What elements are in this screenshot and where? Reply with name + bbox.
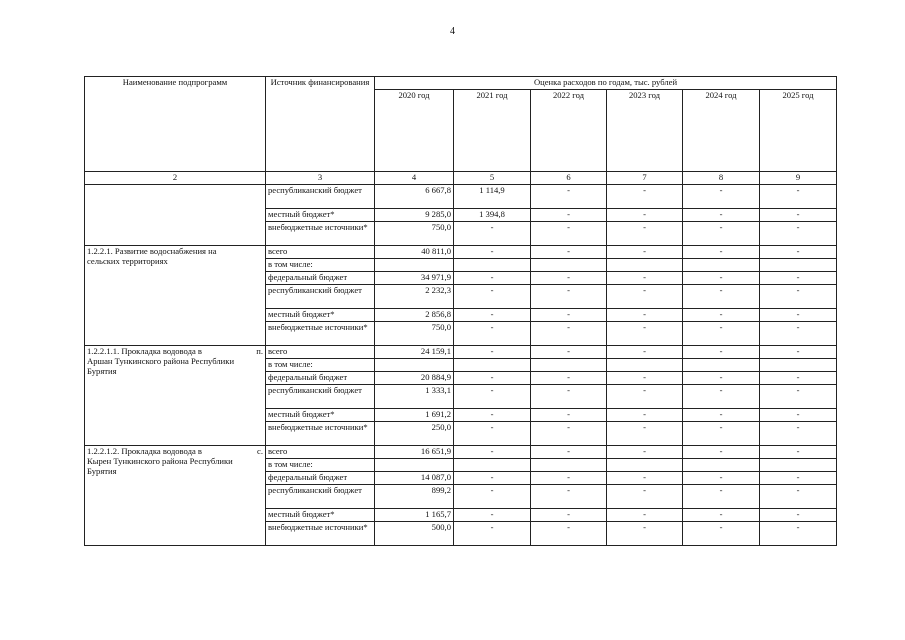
year-value-cell (607, 459, 683, 472)
year-value-cell: 1 691,2 (375, 409, 454, 422)
header-estimate-title: Оценка расходов по годам, тыс. рублей (375, 77, 837, 90)
year-value-cell (760, 259, 837, 272)
funding-source-cell: местный бюджет* (266, 409, 375, 422)
funding-source-cell: федеральный бюджет (266, 372, 375, 385)
year-value-cell (607, 259, 683, 272)
year-value-cell: - (454, 222, 531, 246)
year-value-cell: 24 159,1 (375, 346, 454, 359)
year-value-cell: - (607, 322, 683, 346)
year-value-cell: - (531, 372, 607, 385)
funding-source-cell: всего (266, 446, 375, 459)
funding-source-cell: в том числе: (266, 459, 375, 472)
funding-source-cell: республиканский бюджет (266, 385, 375, 409)
year-value-cell (683, 359, 760, 372)
year-value-cell: - (760, 485, 837, 509)
subprogram-name-cell (85, 446, 266, 546)
year-value-cell: - (454, 446, 531, 459)
year-value-cell: - (531, 322, 607, 346)
subprogram-name-settlement-prefix: п. (256, 346, 263, 356)
year-value-cell: - (760, 472, 837, 485)
year-value-cell: - (607, 222, 683, 246)
year-value-cell: 500,0 (375, 522, 454, 546)
funding-source-cell: внебюджетные источники* (266, 522, 375, 546)
year-value-cell (531, 259, 607, 272)
expense-table (84, 76, 837, 546)
year-value-cell: - (454, 422, 531, 446)
funding-source-cell: внебюджетные источники* (266, 322, 375, 346)
year-value-cell: - (607, 522, 683, 546)
column-number: 8 (683, 172, 760, 185)
year-value-cell: - (531, 285, 607, 309)
subprogram-name-rest: Кырен Тункинского района Республики Бурятия (87, 455, 233, 476)
year-value-cell: - (454, 485, 531, 509)
subprogram-name-cell (85, 246, 266, 346)
year-value-cell: 750,0 (375, 322, 454, 346)
year-value-cell: - (454, 385, 531, 409)
header-subprogram-name: Наименование подпрограмм (85, 77, 266, 172)
header-year: 2020 год (375, 90, 454, 172)
year-value-cell: - (454, 409, 531, 422)
table-row (85, 446, 837, 459)
subprogram-name: 1.2.2.1. Развитие водоснабжения на (87, 246, 217, 256)
year-value-cell: - (760, 272, 837, 285)
year-value-cell: - (607, 372, 683, 385)
year-value-cell: - (683, 385, 760, 409)
year-value-cell: - (760, 246, 837, 259)
year-value-cell: - (454, 309, 531, 322)
year-value-cell: 9 285,0 (375, 209, 454, 222)
year-value-cell (375, 259, 454, 272)
year-value-cell: - (454, 285, 531, 309)
year-value-cell: 14 087,0 (375, 472, 454, 485)
year-value-cell: - (531, 485, 607, 509)
page-number: 4 (450, 26, 455, 37)
year-value-cell: - (607, 385, 683, 409)
funding-source-cell: внебюджетные источники* (266, 422, 375, 446)
year-value-cell: - (607, 472, 683, 485)
year-value-cell: - (683, 472, 760, 485)
year-value-cell: - (760, 222, 837, 246)
year-value-cell: - (607, 446, 683, 459)
year-value-cell (531, 359, 607, 372)
funding-source-cell: республиканский бюджет (266, 185, 375, 209)
year-value-cell: - (531, 472, 607, 485)
column-number: 7 (607, 172, 683, 185)
year-value-cell (454, 359, 531, 372)
year-value-cell: - (683, 322, 760, 346)
year-value-cell: - (454, 272, 531, 285)
year-value-cell: - (531, 309, 607, 322)
table-row (85, 246, 837, 259)
year-value-cell: - (454, 322, 531, 346)
year-value-cell: - (683, 346, 760, 359)
year-value-cell: - (454, 472, 531, 485)
year-value-cell: - (683, 446, 760, 459)
header-year: 2024 год (683, 90, 760, 172)
year-value-cell: - (683, 372, 760, 385)
year-value-cell: - (760, 185, 837, 209)
year-value-cell: - (760, 409, 837, 422)
year-value-cell: - (454, 509, 531, 522)
year-value-cell: - (607, 309, 683, 322)
subprogram-name-cell (85, 185, 266, 246)
year-value-cell: - (607, 409, 683, 422)
year-value-cell: - (531, 522, 607, 546)
year-value-cell: - (607, 509, 683, 522)
subprogram-name: 1.2.2.1.1. Прокладка водовода в (87, 346, 202, 356)
year-value-cell: 250,0 (375, 422, 454, 446)
year-value-cell: - (683, 185, 760, 209)
year-value-cell (607, 359, 683, 372)
year-value-cell: - (607, 246, 683, 259)
year-value-cell: - (454, 522, 531, 546)
year-value-cell: - (760, 309, 837, 322)
table-row (85, 185, 837, 209)
year-value-cell: - (683, 309, 760, 322)
year-value-cell: - (683, 209, 760, 222)
column-number: 4 (375, 172, 454, 185)
table-row (85, 346, 837, 359)
column-number: 3 (266, 172, 375, 185)
funding-source-cell: республиканский бюджет (266, 485, 375, 509)
year-value-cell: - (683, 285, 760, 309)
funding-source-cell: федеральный бюджет (266, 472, 375, 485)
year-value-cell: - (531, 422, 607, 446)
funding-source-cell: республиканский бюджет (266, 285, 375, 309)
year-value-cell (760, 459, 837, 472)
year-value-cell: - (760, 346, 837, 359)
year-value-cell: - (683, 522, 760, 546)
year-value-cell: - (607, 485, 683, 509)
year-value-cell: - (683, 422, 760, 446)
year-value-cell: - (607, 422, 683, 446)
year-value-cell: - (531, 446, 607, 459)
header-year: 2022 год (531, 90, 607, 172)
year-value-cell: - (531, 222, 607, 246)
year-value-cell: 34 971,9 (375, 272, 454, 285)
header-funding-source: Источник финансирования (266, 77, 375, 172)
year-value-cell: 1 394,8 (454, 209, 531, 222)
year-value-cell: 1 165,7 (375, 509, 454, 522)
year-value-cell: - (760, 209, 837, 222)
year-value-cell (375, 459, 454, 472)
table-body (85, 185, 837, 546)
column-number: 6 (531, 172, 607, 185)
year-value-cell: 750,0 (375, 222, 454, 246)
year-value-cell: - (760, 422, 837, 446)
year-value-cell: 16 651,9 (375, 446, 454, 459)
year-value-cell (531, 459, 607, 472)
header-year: 2023 год (607, 90, 683, 172)
year-value-cell: - (531, 409, 607, 422)
header-year: 2021 год (454, 90, 531, 172)
year-value-cell: - (760, 322, 837, 346)
year-value-cell: - (683, 272, 760, 285)
funding-source-cell: местный бюджет* (266, 209, 375, 222)
year-value-cell: - (454, 372, 531, 385)
funding-source-cell: в том числе: (266, 259, 375, 272)
year-value-cell (683, 259, 760, 272)
year-value-cell: 6 667,8 (375, 185, 454, 209)
year-value-cell: 1 333,1 (375, 385, 454, 409)
year-value-cell (454, 259, 531, 272)
year-value-cell (454, 459, 531, 472)
year-value-cell: - (454, 346, 531, 359)
year-value-cell: - (607, 185, 683, 209)
year-value-cell: - (683, 485, 760, 509)
year-value-cell: 20 884,9 (375, 372, 454, 385)
year-value-cell: - (531, 185, 607, 209)
year-value-cell: - (531, 246, 607, 259)
year-value-cell (760, 359, 837, 372)
year-value-cell: - (683, 409, 760, 422)
year-value-cell: - (760, 285, 837, 309)
year-value-cell: - (760, 446, 837, 459)
year-value-cell: - (607, 346, 683, 359)
year-value-cell: - (760, 522, 837, 546)
year-value-cell: - (683, 509, 760, 522)
column-number: 9 (760, 172, 837, 185)
column-number: 5 (454, 172, 531, 185)
year-value-cell: - (531, 385, 607, 409)
subprogram-name-rest: сельских территориях (87, 255, 168, 266)
year-value-cell: - (607, 209, 683, 222)
year-value-cell (375, 359, 454, 372)
year-value-cell: - (531, 209, 607, 222)
year-value-cell: - (607, 285, 683, 309)
funding-source-cell: местный бюджет* (266, 309, 375, 322)
year-value-cell: 2 856,8 (375, 309, 454, 322)
year-value-cell: 2 232,3 (375, 285, 454, 309)
year-value-cell: - (760, 509, 837, 522)
year-value-cell: 899,2 (375, 485, 454, 509)
subprogram-name: 1.2.2.1.2. Прокладка водовода в (87, 446, 202, 456)
year-value-cell (683, 459, 760, 472)
subprogram-name-rest: Аршан Тункинского района Республики Бурятия (87, 355, 235, 376)
year-value-cell: - (454, 246, 531, 259)
year-value-cell: - (531, 346, 607, 359)
year-value-cell: - (531, 272, 607, 285)
funding-source-cell: местный бюджет* (266, 509, 375, 522)
funding-source-cell: внебюджетные источники* (266, 222, 375, 246)
year-value-cell: - (607, 272, 683, 285)
year-value-cell: - (760, 385, 837, 409)
year-value-cell: - (683, 222, 760, 246)
column-number: 2 (85, 172, 266, 185)
funding-source-cell: всего (266, 346, 375, 359)
year-value-cell: - (683, 246, 760, 259)
subprogram-name-settlement-prefix: с. (257, 446, 263, 456)
funding-source-cell: всего (266, 246, 375, 259)
subprogram-name-cell (85, 346, 266, 446)
year-value-cell: - (531, 509, 607, 522)
funding-source-cell: в том числе: (266, 359, 375, 372)
header-year: 2025 год (760, 90, 837, 172)
funding-source-cell: федеральный бюджет (266, 272, 375, 285)
year-value-cell: - (760, 372, 837, 385)
year-value-cell: 40 811,0 (375, 246, 454, 259)
year-value-cell: 1 114,9 (454, 185, 531, 209)
